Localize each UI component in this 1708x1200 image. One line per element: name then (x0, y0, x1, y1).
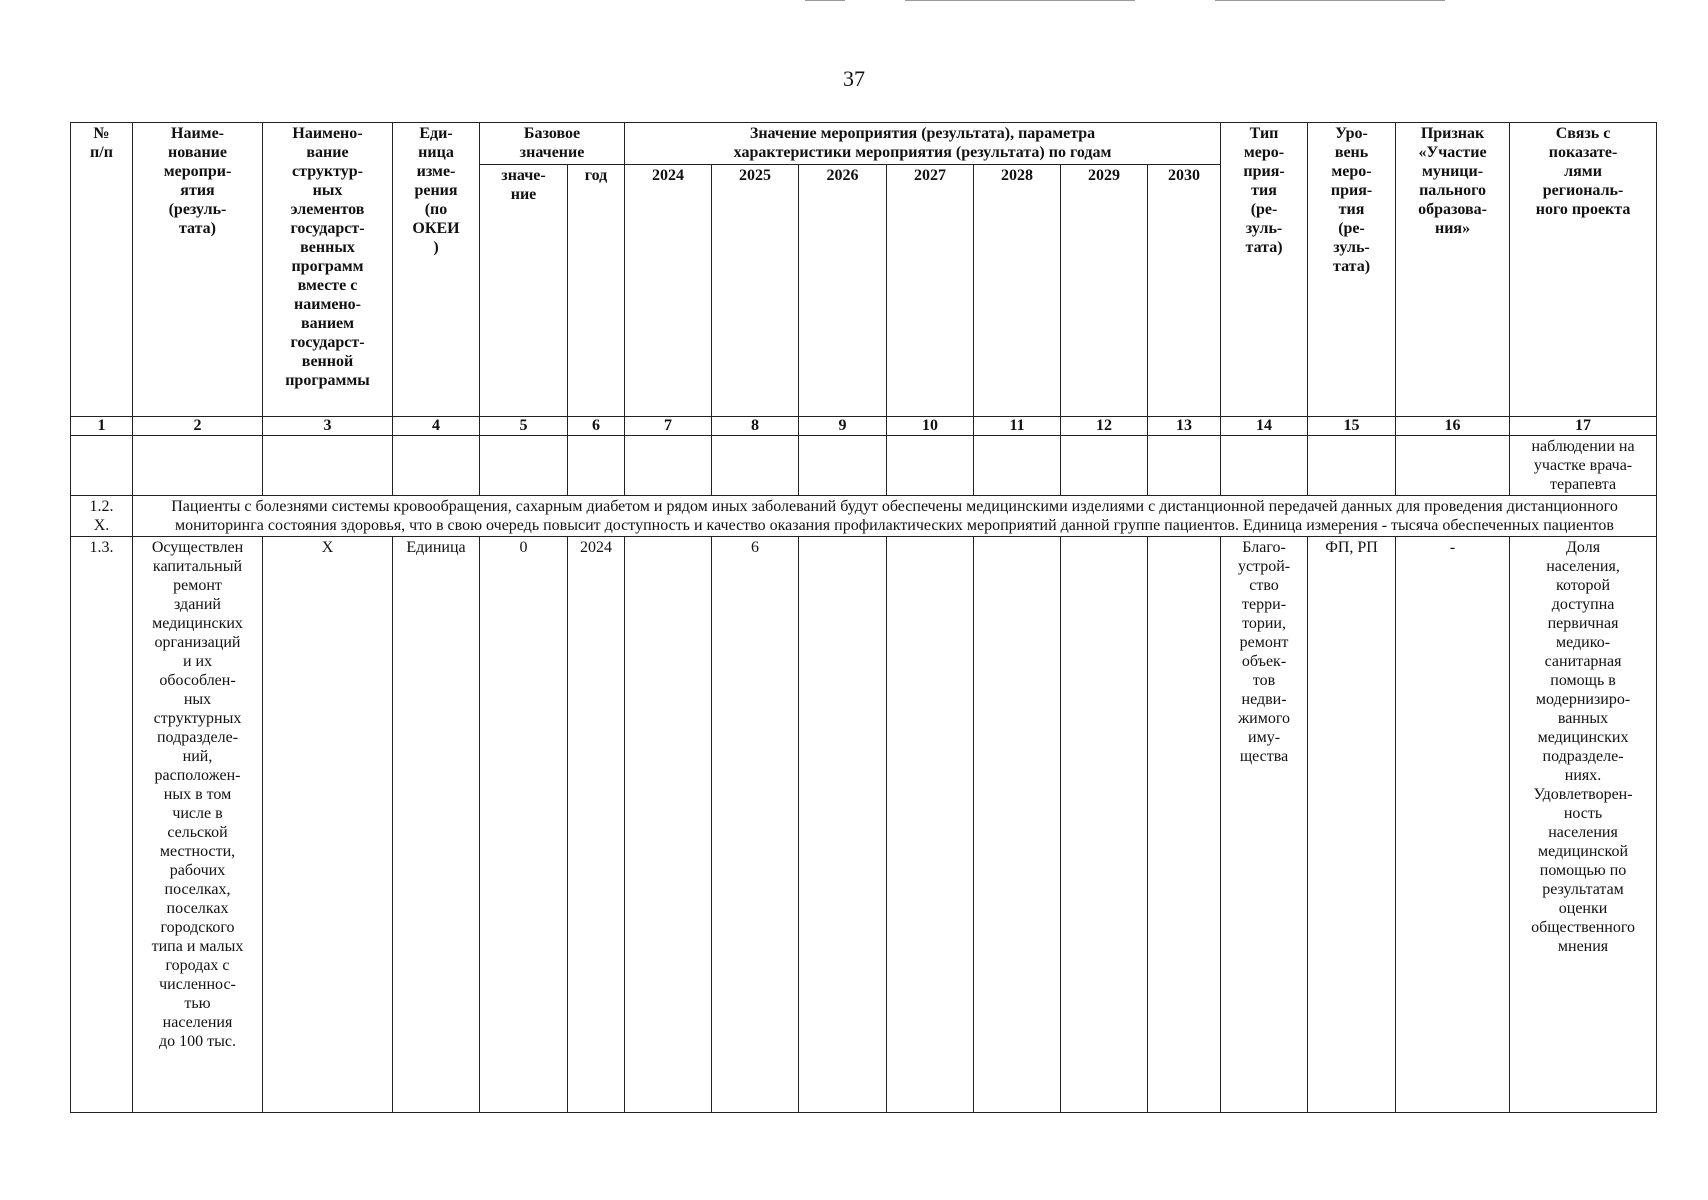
column-number: 10 (887, 417, 974, 436)
header-structural-elements: Наимено- вание структур- ных элементов государст- венных программ вместе с наимено- ванием государст- венной программы (263, 123, 393, 417)
header-regional-link: Связь с показате- лями региональ- ного проекта (1510, 123, 1657, 417)
unit: Единица (393, 537, 480, 1113)
value-2024 (625, 537, 712, 1113)
column-number: 11 (974, 417, 1061, 436)
column-number: 7 (625, 417, 712, 436)
header-year: 2027 (887, 165, 974, 417)
column-number: 1 (71, 417, 133, 436)
page-number: 37 (843, 66, 865, 91)
municipal-participation: - (1396, 537, 1510, 1113)
header-measure-level: Уро- вень меро- прия- тия (ре- зуль- тата) (1308, 123, 1396, 417)
column-number: 16 (1396, 417, 1510, 436)
header-year: 2025 (712, 165, 799, 417)
header-year: 2028 (974, 165, 1061, 417)
column-number: 12 (1061, 417, 1148, 436)
measure-type: Благо- устрой- ство терри- тории, ремонт объек- тов недви- жимого иму- щества (1221, 537, 1308, 1113)
value-2027 (887, 537, 974, 1113)
header-measure-type: Тип меро- прия- тия (ре- зуль- тата) (1221, 123, 1308, 417)
header-year: 2024 (625, 165, 712, 417)
header-number: № п/п (71, 123, 133, 417)
continuation-regional-link: наблюдении на участке врача- терапевта (1510, 436, 1657, 496)
table-row (71, 496, 1657, 537)
header-measure-name: Наиме- нование меропри- ятия (резуль- тата) (133, 123, 263, 417)
row-number: 1.2. X. (71, 496, 133, 537)
column-number: 13 (1148, 417, 1221, 436)
header-municipal-participation: Признак «Участие муници- пального образова- ния» (1396, 123, 1510, 417)
scan-edge-line (805, 0, 845, 1)
header-base-value: Базовое значение (480, 123, 625, 165)
value-2026 (799, 537, 887, 1113)
column-number: 5 (480, 417, 568, 436)
scan-edge-line (905, 0, 1135, 1)
header-unit: Еди- ница изме- рения (по ОКЕИ ) (393, 123, 480, 417)
column-number: 15 (1308, 417, 1396, 436)
column-number-row (71, 417, 1657, 436)
value-2025: 6 (712, 537, 799, 1113)
column-number: 6 (568, 417, 625, 436)
value-2030 (1148, 537, 1221, 1113)
measures-table (70, 122, 1657, 1113)
scan-edge-line (1215, 0, 1445, 1)
column-number: 9 (799, 417, 887, 436)
base-year: 2024 (568, 537, 625, 1113)
column-number: 17 (1510, 417, 1657, 436)
column-number: 8 (712, 417, 799, 436)
row-number: 1.3. (71, 537, 133, 1113)
value-2028 (974, 537, 1061, 1113)
header-base-year-sub: год (568, 165, 625, 417)
header-year: 2029 (1061, 165, 1148, 417)
regional-link: Доля населения, которой доступна первичная медико- санитарная помощь в модернизиро- ванных медицинских подразделе- ниях. Удовлетворен- ность населения медицинской помощью по результатам оценки общественного мнения (1510, 537, 1657, 1113)
table-row (71, 537, 1657, 1113)
column-number: 2 (133, 417, 263, 436)
measure-name: Осуществлен капитальный ремонт зданий медицинских организаций и их обособлен- ных структурных подразделе- ний, расположен- ных в том числе в сельской местности, рабочих поселках, поселках городского типа и малых городах с численнос- тью населения до 100 тыс. (133, 537, 263, 1113)
header-year: 2026 (799, 165, 887, 417)
header-year: 2030 (1148, 165, 1221, 417)
column-number: 3 (263, 417, 393, 436)
row-description: Пациенты с болезнями системы кровообращения, сахарным диабетом и рядом иных заболеваний будут обеспечены медицинскими изделиями с дистанционной передачей данных для проведения дистанционного мониторинга состояния здоровья, что в свою очередь повысит доступность и качество оказания профилактических мероприятий данной группе пациентов. Единица измерения - тысяча обеспеченных пациентов (133, 496, 1657, 537)
base-value: 0 (480, 537, 568, 1113)
column-number: 4 (393, 417, 480, 436)
header-yearly-values: Значение мероприятия (результата), параметра характеристики мероприятия (результата) по годам (625, 123, 1221, 165)
structural-element: X (263, 537, 393, 1113)
header-base-value-sub: значе- ние (480, 165, 568, 417)
continuation-row (71, 436, 1657, 496)
column-number: 14 (1221, 417, 1308, 436)
value-2029 (1061, 537, 1148, 1113)
measure-level: ФП, РП (1308, 537, 1396, 1113)
